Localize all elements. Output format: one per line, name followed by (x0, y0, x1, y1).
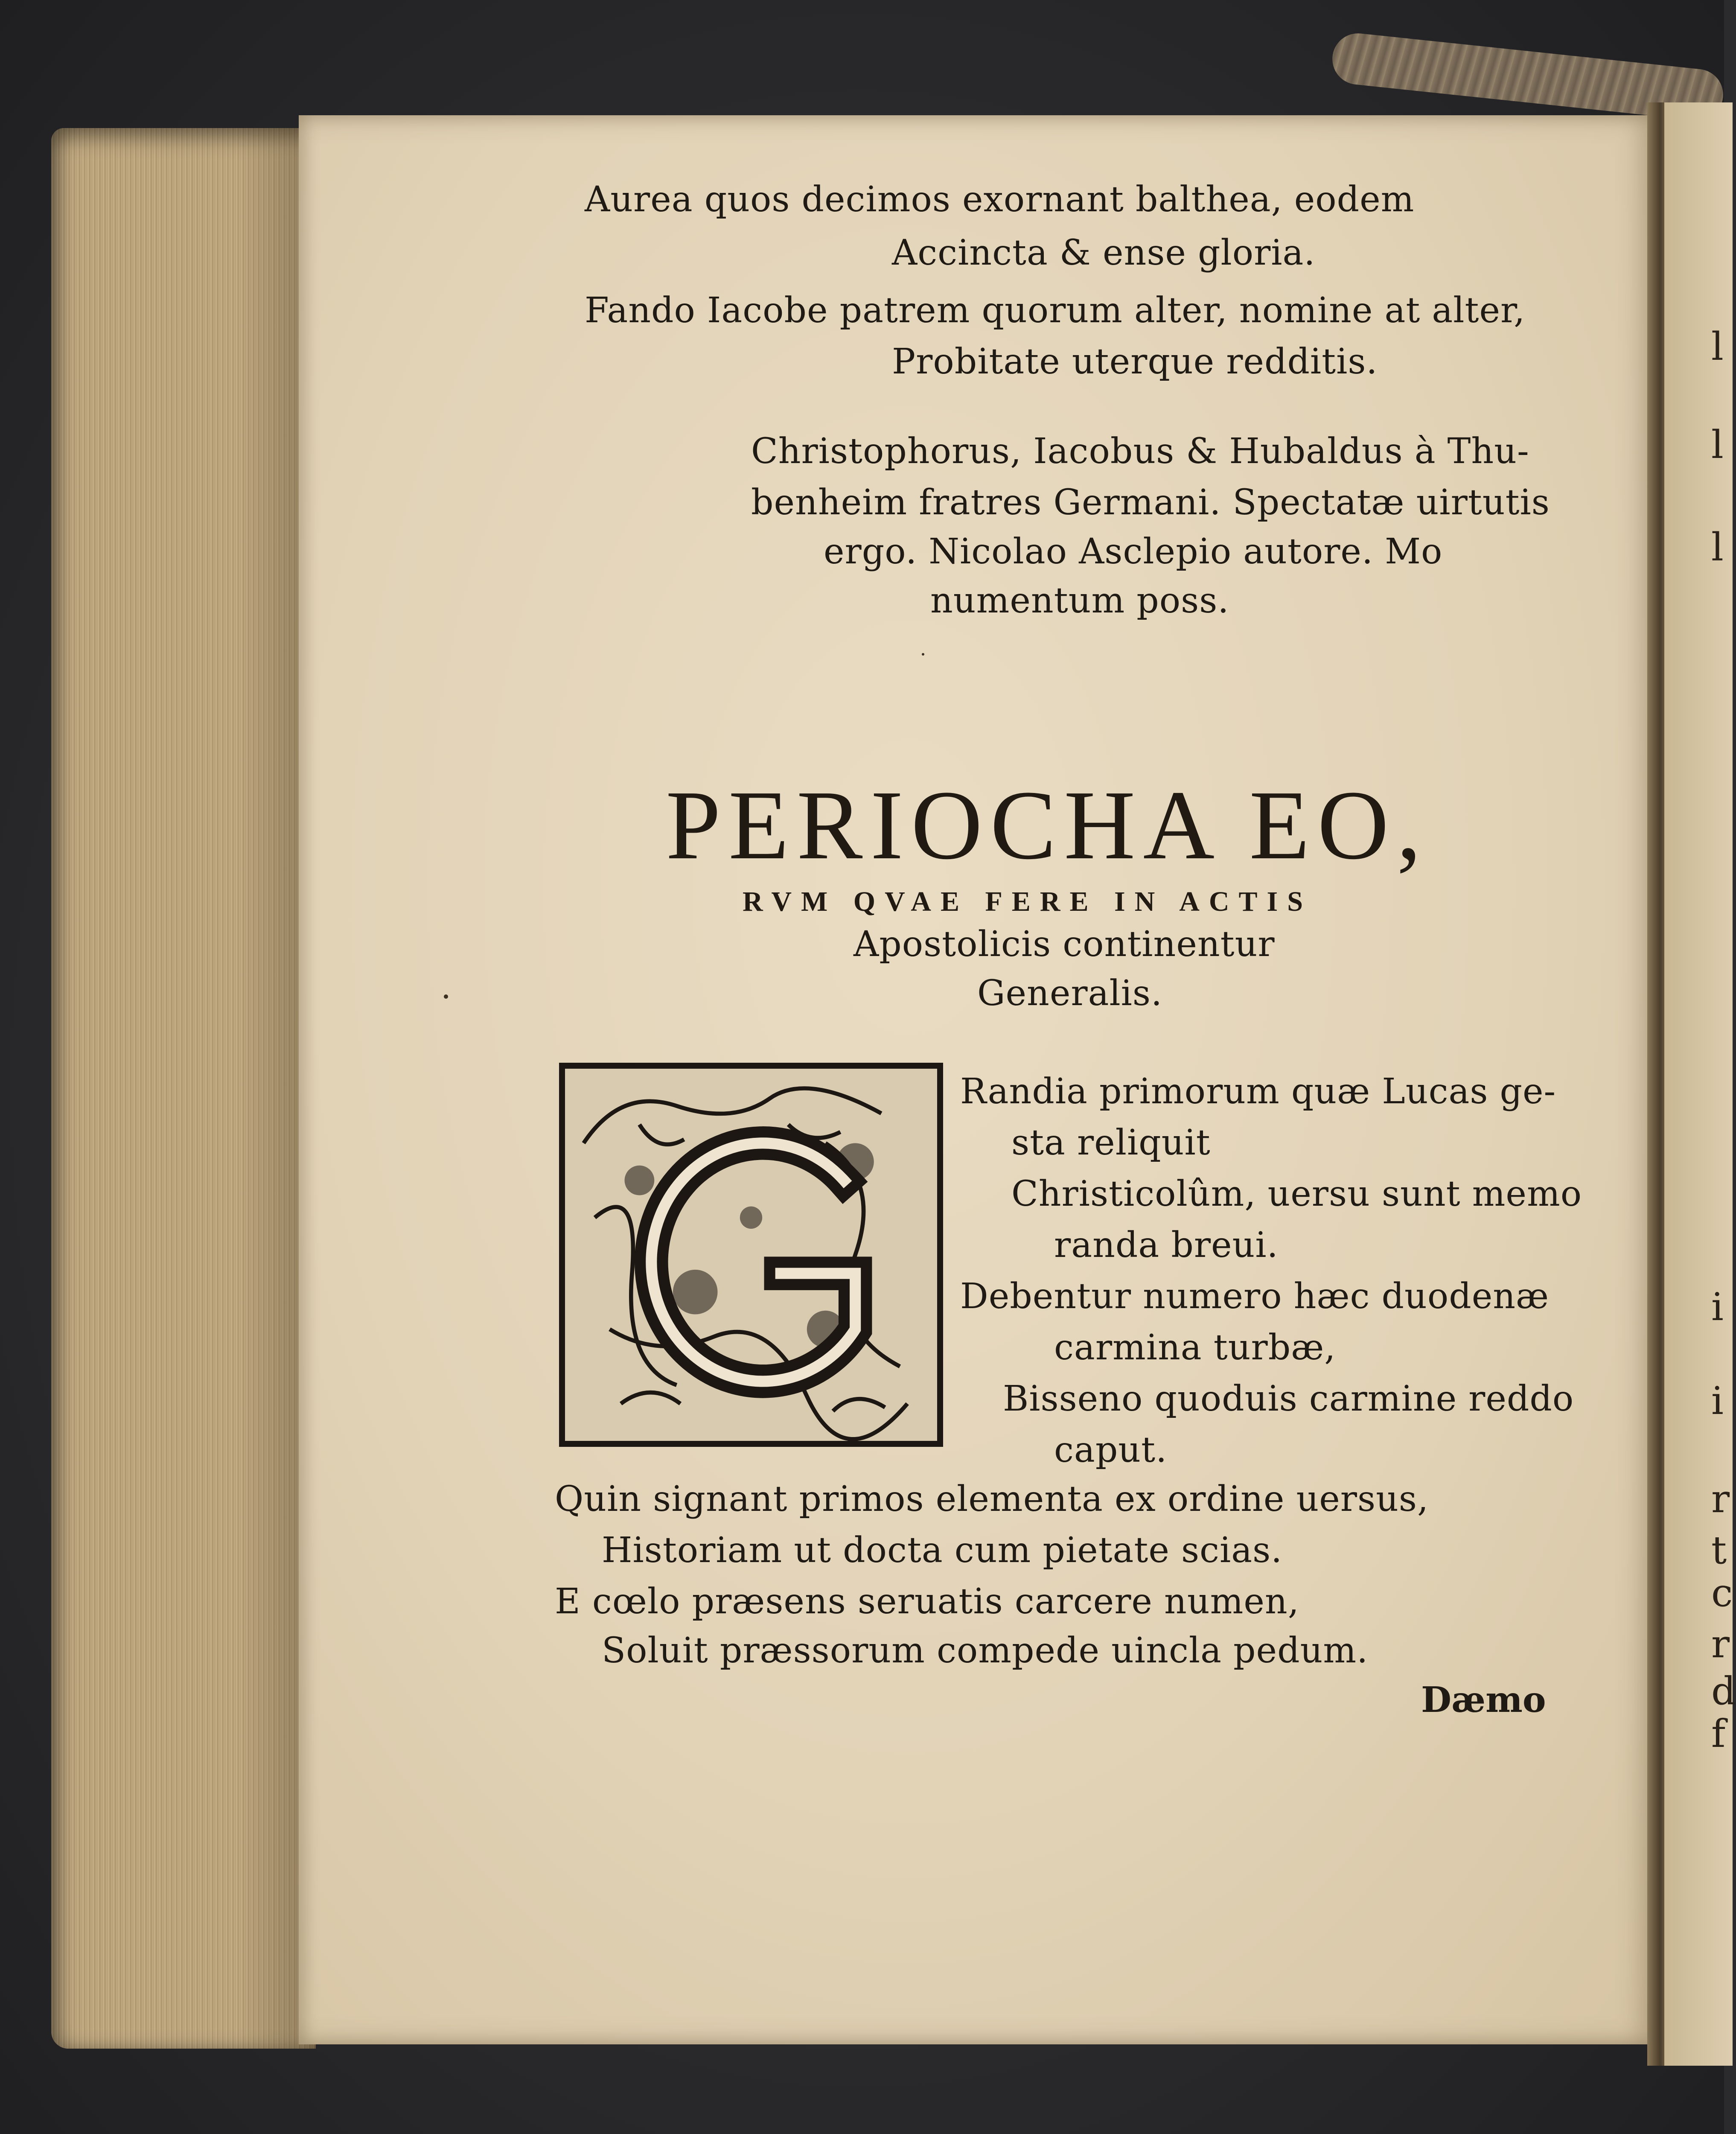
verse-line: E cœlo præsens seruatis carcere numen, (555, 1581, 1299, 1622)
page-title: PERIOCHA EO, (666, 770, 1429, 880)
ink-speck (444, 994, 448, 999)
verse-line: caput. (1054, 1430, 1168, 1470)
verse-line: Soluit præssorum compede uincla pedum. (602, 1630, 1369, 1671)
next-page-fragment: c (1711, 1571, 1733, 1615)
verse-line: Bisseno quoduis carmine reddo (1003, 1379, 1574, 1419)
woodcut-initial-g-icon (565, 1069, 937, 1441)
woodcut-initial-g-icon (559, 1063, 943, 1447)
next-page-fragment: l (1711, 423, 1724, 467)
ink-speck (922, 653, 924, 656)
verse-line: carmina turbæ, (1054, 1327, 1336, 1368)
verse-line: Probitate uterque redditis. (892, 341, 1378, 382)
subtitle-caps: RVM QVAE FERE IN ACTIS (743, 886, 1312, 917)
next-page-fragment: i (1711, 1285, 1724, 1329)
next-page-fragment: l (1711, 525, 1724, 570)
subtitle-line: Generalis. (977, 973, 1163, 1014)
dedication-line: numentum poss. (930, 580, 1229, 621)
verse-line: randa breui. (1054, 1225, 1279, 1265)
next-page-edge (1664, 102, 1733, 2066)
next-page-fragment: l (1711, 324, 1724, 369)
verse-line: Randia primorum quæ Lucas ge- (960, 1071, 1556, 1112)
verse-line: Historiam ut docta cum pietate scias. (602, 1530, 1283, 1571)
next-page-fragment: i (1711, 1379, 1724, 1423)
subtitle-line: Apostolicis continentur (853, 924, 1275, 965)
dedication-line: ergo. Nicolao Asclepio autore. Mo (824, 531, 1443, 572)
verse-line: sta reliquit (1011, 1122, 1211, 1163)
next-page-fragment: r (1711, 1477, 1730, 1522)
verse-line: Aurea quos decimos exornant balthea, eodem (585, 179, 1415, 220)
verse-line: Accincta & ense gloria. (892, 233, 1316, 273)
catchword: Dæmo (1421, 1679, 1546, 1720)
verse-line: Quin signant primos elementa ex ordine uersus, (555, 1479, 1429, 1519)
next-page-fragment: r (1711, 1622, 1730, 1667)
next-page-fragment: d (1711, 1669, 1736, 1714)
dedication-line: benheim fratres Germani. Spectatæ uirtutis (751, 482, 1550, 523)
next-page-fragment: f (1711, 1711, 1726, 1756)
dedication-line: Christophorus, Iacobus & Hubaldus à Thu- (751, 431, 1529, 472)
verse-line: Christicolûm, uersu sunt memo (1011, 1174, 1582, 1214)
next-page-fragment: t (1711, 1528, 1727, 1573)
verse-line: Debentur numero hæc duodenæ (960, 1276, 1550, 1317)
verse-line: Fando Iacobe patrem quorum alter, nomine at alter, (585, 290, 1526, 331)
